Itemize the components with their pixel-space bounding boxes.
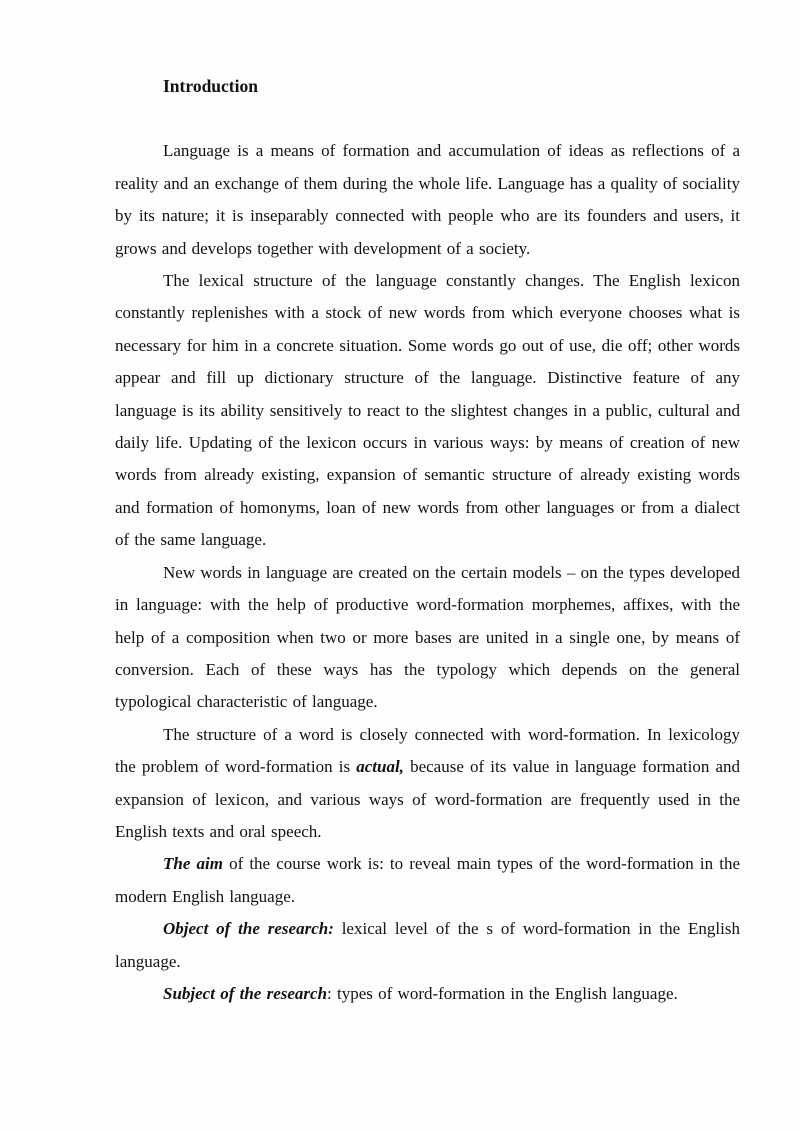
paragraph-text: because of its value in language formation and expansion of lexicon, and various ways of word-formation are frequently used in the English texts and oral speech. xyxy=(115,757,741,841)
paragraph-object xyxy=(115,913,740,978)
paragraph-3 xyxy=(115,557,740,719)
document-body xyxy=(115,135,740,1010)
paragraph-text: : types of word-formation in the English language. xyxy=(327,983,678,1003)
emphasis-actual: actual, xyxy=(356,757,404,777)
paragraph-1 xyxy=(115,135,740,265)
paragraph-2 xyxy=(115,265,740,557)
paragraph-text: of the course work is: to reveal main types of the word-formation in the modern English language. xyxy=(115,854,740,906)
emphasis-subject-of-research: Subject of the research xyxy=(163,983,328,1003)
paragraph-aim xyxy=(115,848,740,913)
section-heading: Introduction xyxy=(163,76,258,96)
paragraph-text: The lexical structure of the language constantly changes. The English lexicon constantly replenishes with a stock of new words from which everyone chooses what is necessary for him in a concrete situation. Some words go out of use, die off; other words appear and fill up dictionary structure of the language. Distinctive feature of any language is its ability sensitively to react to the slightest changes in a public, cultural and daily life. Updating of the lexicon occurs in various ways: by means of creation of new words from already existing, expansion of semantic structure of already existing words and formation of homonyms, loan of new words from other languages or from a dialect of the same language. xyxy=(115,271,740,550)
paragraph-text: Language is a means of formation and accumulation of ideas as reflections of a reality and an exchange of them during the whole life. Language has a quality of sociality by its nature; it is inseparably connected with people who are its founders and users, it grows and develops together with development of a society. xyxy=(115,141,740,258)
paragraph-text: The structure of a word is closely connected with word-formation. In lexicology the problem of word-formation is xyxy=(115,724,740,777)
paragraph-4 xyxy=(115,719,740,849)
emphasis-the-aim: The aim xyxy=(163,854,223,874)
paragraph-text: lexical level of the s of word-formation in the English language. xyxy=(115,919,740,971)
paragraph-text: New words in language are created on the certain models – on the types developed in language: with the help of productive word-formation morphemes, affixes, with the help of a composition when two or more bases are united in a single one, by means of conversion. Each of these ways has the typology which depends on the general typological characteristic of language. xyxy=(115,562,740,712)
paragraph-subject xyxy=(115,978,740,1010)
emphasis-object-of-research: Object of the research: xyxy=(163,919,334,939)
